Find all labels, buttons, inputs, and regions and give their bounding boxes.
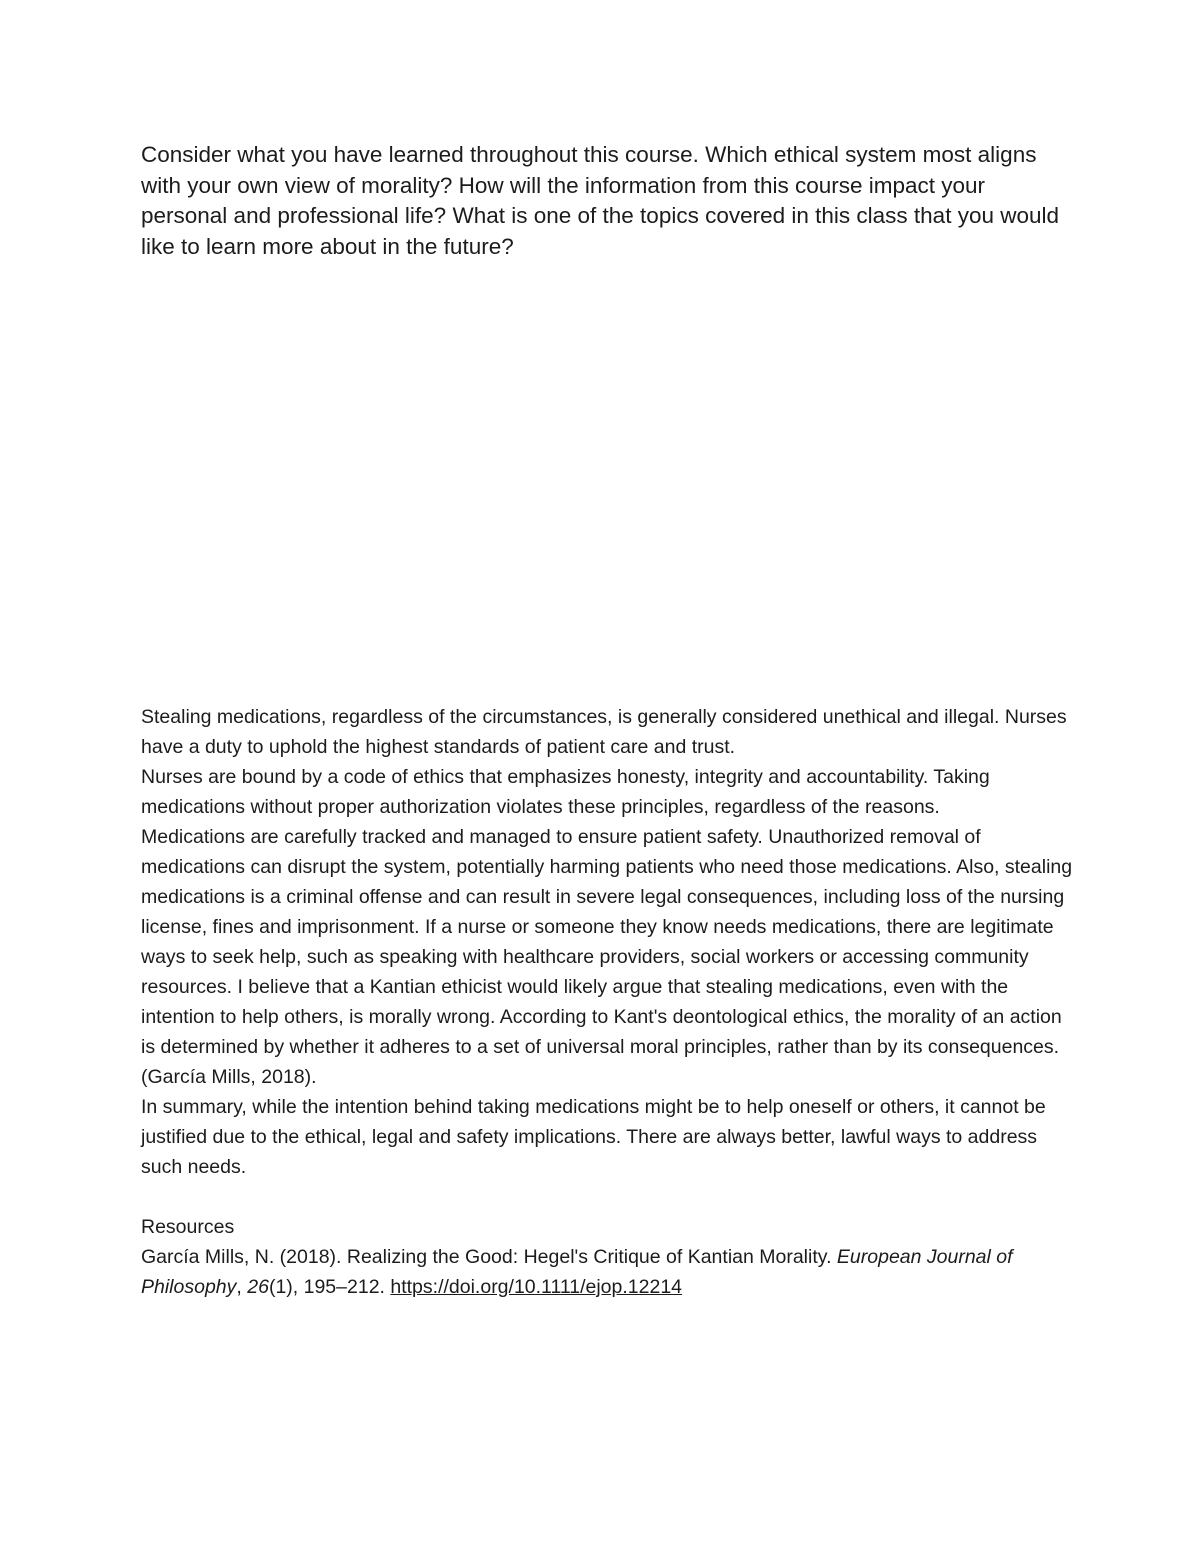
citation-authors-title: García Mills, N. (2018). Realizing the Good: Hegel's Critique of Kantian Morality. (141, 1246, 837, 1268)
doi-link[interactable]: https://doi.org/10.1111/ejop.12214 (390, 1276, 683, 1298)
resources-heading: Resources (141, 1216, 235, 1238)
discussion-prompt: Consider what you have learned throughout this course. Which ethical system most aligns with your own view of morality? How will the information from this course impact your personal and professional life? What is one of the topics covered in this class that you would like to learn more about in the future? (141, 142, 1060, 259)
reference-citation (141, 1242, 1076, 1302)
citation-issue-pages: (1), 195–212. (268, 1276, 391, 1298)
blank-line (141, 1182, 1076, 1212)
response-paragraph-2: Nurses are bound by a code of ethics that emphasizes honesty, integrity and accountability. Taking medications without proper authorization violates these principles, regardless of the reasons. (141, 766, 990, 818)
citation-volume: 26 (247, 1276, 269, 1298)
response-paragraph-3: Medications are carefully tracked and managed to ensure patient safety. Unauthorized removal of medications can disrupt the system, potentially harming patients who need those medications. Also, stealing medications is a criminal offense and can result in severe legal consequences, including loss of the nursing license, fines and imprisonment. If a nurse or someone they know needs medications, there are legitimate ways to seek help, such as speaking with healthcare providers, social workers or accessing community resources. I believe that a Kantian ethicist would likely argue that stealing medications, even with the intention to help others, is morally wrong. According to Kant's deontological ethics, the morality of an action is determined by whether it adheres to a set of universal moral principles, rather than by its consequences. (García Mills, 2018). (141, 826, 1073, 1088)
citation-separator: , (236, 1276, 248, 1298)
response-paragraph-4: In summary, while the intention behind taking medications might be to help oneself or others, it cannot be justified due to the ethical, legal and safety implications. There are always better, lawful ways to address such needs. (141, 1096, 1046, 1178)
response-body (141, 702, 1076, 1302)
response-paragraph-1: Stealing medications, regardless of the circumstances, is generally considered unethical and illegal. Nurses have a duty to uphold the highest standards of patient care and trust. (141, 706, 1067, 758)
citation-journal: European Journal of Philosophy (141, 1246, 1013, 1298)
